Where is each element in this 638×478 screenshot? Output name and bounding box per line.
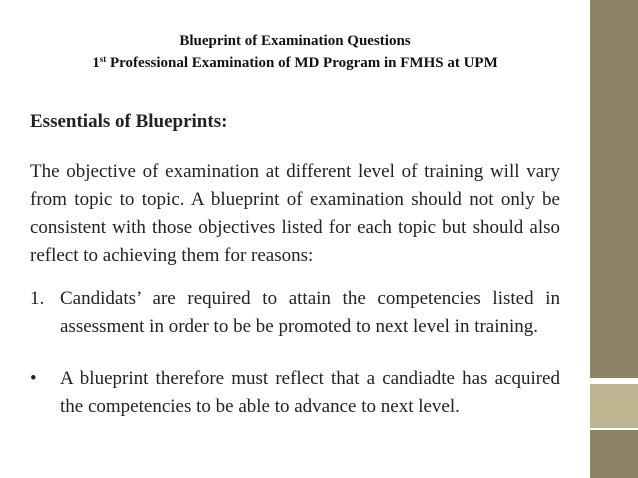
slide-title: Blueprint of Examination Questions (179, 33, 411, 49)
subtitle-rest: Professional Examination of MD Program in FMHS at UPM (106, 55, 498, 71)
sidebar-highlight-band (590, 384, 638, 428)
intro-paragraph: The objective of examination at different level of training will vary from topic to topic. A blueprint of examination should not only be consistent with those objectives listed for each topic but should also reflect to achieving them for reasons: (30, 161, 560, 266)
list-item (30, 365, 560, 421)
subtitle-ordinal: 1 (92, 55, 100, 71)
slide-subtitle (0, 54, 590, 72)
slide-header (0, 32, 590, 72)
section-heading: Essentials of Blueprints: (30, 111, 228, 132)
slide-body (30, 108, 560, 421)
list-item-text: Candidats’ are required to attain the competencies listed in assessment in order to be be promoted to next level in training. (60, 288, 560, 337)
list-item (30, 285, 560, 341)
decorative-sidebar (590, 0, 638, 478)
sidebar-divider-bottom (590, 428, 638, 430)
bullet-icon: • (30, 368, 37, 389)
list-item-number: 1. (30, 288, 45, 309)
subtitle-ordinal-suffix: st (99, 54, 107, 64)
list-item-text: A blueprint therefore must reflect that a candiadte has acquired the competencies to be able to advance to next level. (60, 368, 560, 417)
